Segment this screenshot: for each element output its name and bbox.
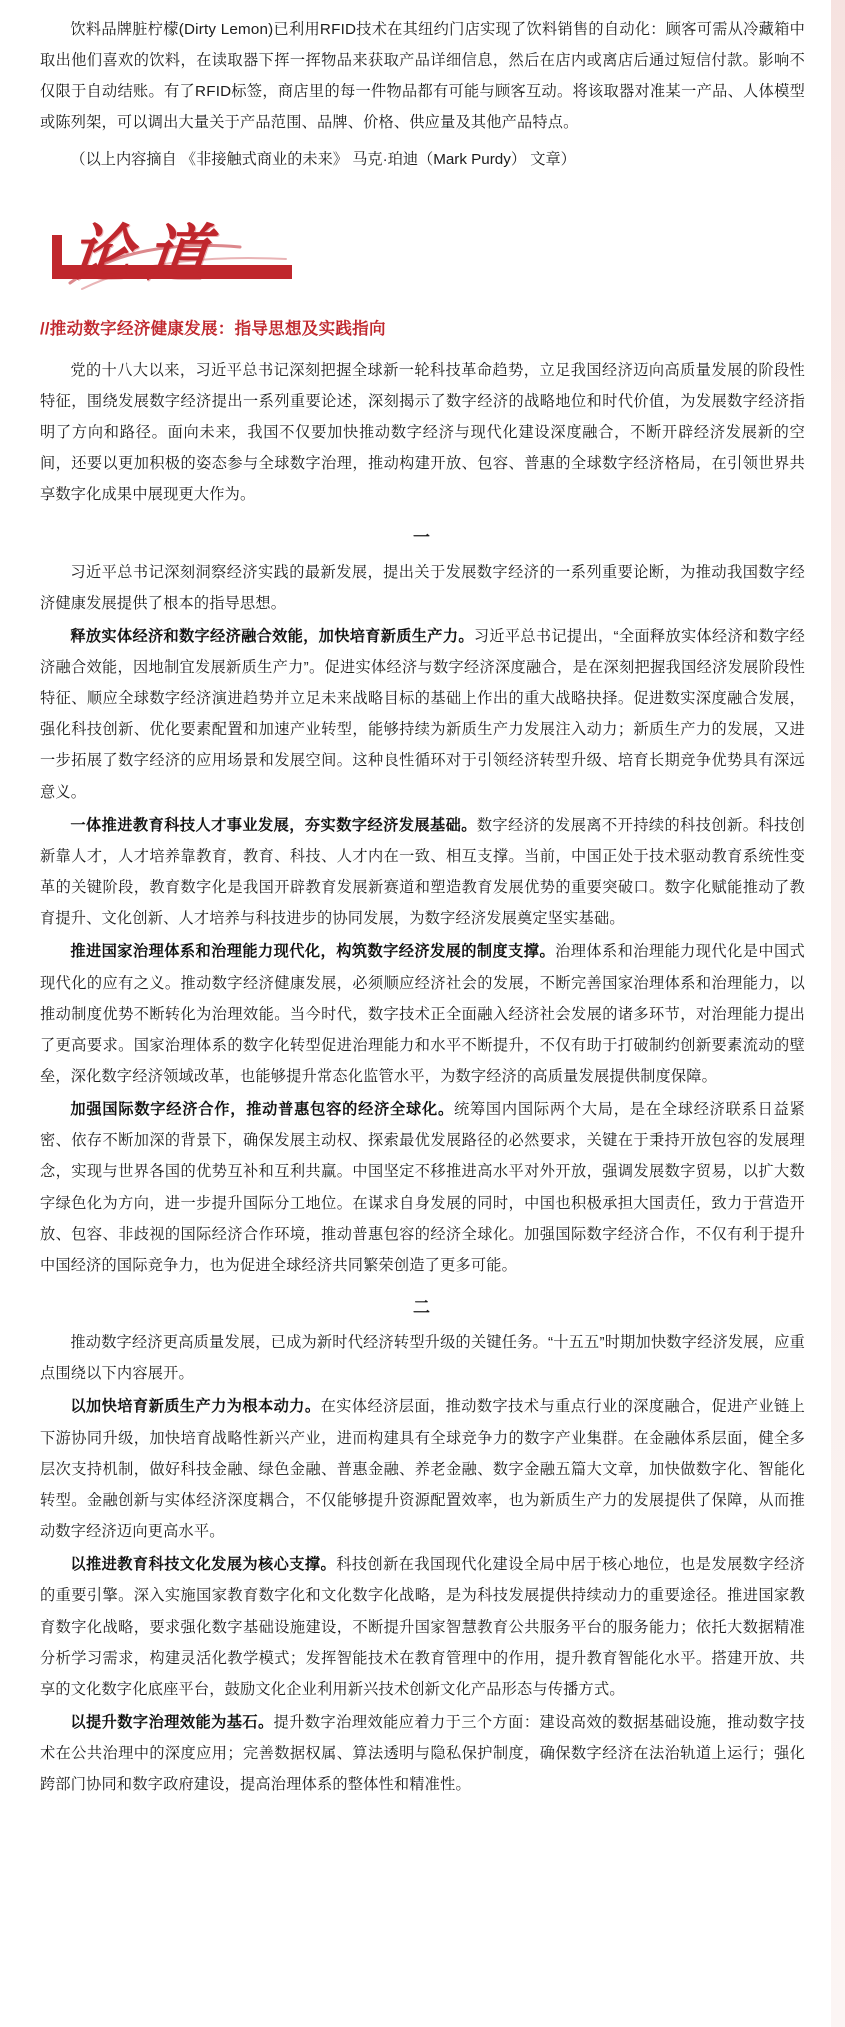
- paragraph-text: 统筹国内国际两个大局，是在全球经济联系日益紧密、依存不断加深的背景下，确保发展主动权、探索最优发展路径的必然要求，关键在于秉持开放包容的发展理念，实现与世界各国的优势互补和互利共赢。中国坚定不移推进高水平对外开放，强调发展数字贸易，以扩大数字绿色化为方向，进一步提升国际分工地位。在谋求自身发展的同时，中国也积极承担大国责任，致力于营造开放、包容、非歧视的国际经济合作环境，推动普惠包容的经济全球化。加强国际数字经济合作，不仅有利于提升中国经济的国际竞争力，也为促进全球经济共同繁荣创造了更多可能。: [40, 1101, 805, 1274]
- article-paragraph: [40, 621, 805, 808]
- paragraph-text: 科技创新在我国现代化建设全局中居于核心地位，也是发展数字经济的重要引擎。深入实施国家教育数字化和文化数字化战略，是为科技发展提供持续动力的重要途径。推进国家教育数字化战略，要求强化数字基础设施建设，不断提升国家智慧教育公共服务平台的服务能力；依托大数据精准分析学习需求，构建灵活化教学模式；发挥智能技术在教育管理中的作用，提升教育智能化水平。搭建开放、共享的文化数字化底座平台，鼓励文化企业利用新兴技术创新文化产品形态与传播方式。: [40, 1556, 806, 1698]
- paragraph-text: 数字经济的发展离不开持续的科技创新。科技创新靠人才，人才培养靠教育，教育、科技、人才内在一致、相互支撑。当前，中国正处于技术驱动教育系统性变革的关键阶段，教育数字化是我国开辟教育发展新赛道和塑造教育发展优势的重要突破口。数字化赋能推动了教育提升、文化创新、人才培养与科技进步的协同发展，为数字经济发展奠定坚实基础。: [40, 816, 805, 928]
- article-section: [0, 315, 845, 1800]
- source-citation: （以上内容摘自 《非接触式商业的未来》 马克·珀迪（Mark Purdy） 文章）: [70, 150, 576, 168]
- paragraph-lead: 释放实体经济和数字经济融合效能，加快培育新质生产力。: [70, 627, 474, 645]
- article-paragraph: [40, 1094, 805, 1281]
- intro-section: [0, 0, 845, 175]
- paragraph-text: 在实体经济层面，推动数字技术与重点行业的深度融合，促进产业链上下游协同升级，加快培育战略性新兴产业，进而构建具有全球竞争力的数字产业集群。在金融体系层面，健全多层次支持机制，做好科技金融、绿色金融、普惠金融、养老金融、数字金融五篇大文章，加快做数字化、智能化转型。金融创新与实体经济深度耦合，不仅能够提升资源配置效率，也为新质生产力的发展提供了保障，从而推动数字经济迈向更高水平。: [40, 1398, 806, 1541]
- paragraph-lead: 以提升数字治理效能为基石。: [70, 1713, 274, 1731]
- banner-title: 论道: [66, 217, 226, 291]
- article-paragraph: 推动数字经济更高质量发展，已成为新时代经济转型升级的关键任务。“十五五”时期加快数字经济发展，应重点围绕以下内容展开。: [40, 1334, 805, 1383]
- paragraph-text: 治理体系和治理能力现代化是中国式现代化的应有之义。推动数字经济健康发展，必须顺应经济社会的发展，不断完善国家治理体系和治理能力，以推动制度优势不断转化为治理效能。当今时代，数字技术正全面融入经济社会发展的诸多环节，对治理能力提出了更高要求。国家治理体系的数字化转型促进治理能力和水平不断提升，不仅有助于打破制约创新要素流动的壁垒，深化数字经济领域改革，也能够提升常态化监管水平，为数字经济的高质量发展提供制度保障。: [40, 943, 806, 1085]
- article-body: [40, 355, 805, 1801]
- paragraph-text: 提升数字治理效能应着力于三个方面：建设高效的数据基础设施，推动数字技术在公共治理中的深度应用；完善数据权属、算法透明与隐私保护制度，确保数字经济在法治轨道上运行；强化跨部门协同和数字政府建设，提高治理体系的整体性和精准性。: [40, 1713, 805, 1794]
- article-paragraph: [40, 1707, 805, 1800]
- article-paragraph: [40, 936, 805, 1092]
- section-number: 二: [413, 1298, 432, 1318]
- paragraph-lead: 一体推进教育科技人才事业发展，夯实数字经济发展基础。: [70, 816, 477, 834]
- paragraph-text: 习近平总书记提出，“全面释放实体经济和数字经济融合效能，因地制宜发展新质生产力”。促进实体经济与数字经济深度融合，是在深刻把握我国经济发展阶段性特征、顺应全球数字经济演进趋势并立足未来战略目标的基础上作出的重大战略抉择。促进数实深度融合发展，强化科技创新、优化要素配置和加速产业转型，能够持续为新质生产力发展注入动力；新质生产力的发展，又进一步拓展了数字经济的应用场景和发展空间。这种良性循环对于引领经济转型升级、培育长期竞争优势具有深远意义。: [40, 627, 805, 801]
- article-paragraph: [40, 1391, 805, 1547]
- page-title: //推动数字经济健康发展：指导思想及实践指向: [40, 320, 386, 339]
- article-paragraph: 党的十八大以来，习近平总书记深刻把握全球新一轮科技革命趋势，立足我国经济迈向高质量发展的阶段性特征，围绕发展数字经济提出一系列重要论述，深刻揭示了数字经济的战略地位和时代价值，为发展数字经济指明了方向和路径。面向未来，我国不仅要加快推动数字经济与现代化建设深度融合，不断开辟经济发展新的空间，还要以更加积极的姿态参与全球数字治理，推动构建开放、包容、普惠的全球数字经济格局，在引领世界共享数字化成果中展现更大作为。: [40, 361, 805, 504]
- section-banner: [0, 201, 845, 297]
- article-paragraph: 习近平总书记深刻洞察经济实践的最新发展，提出关于发展数字经济的一系列重要论断，为推动我国数字经济健康发展提供了根本的指导思想。: [40, 563, 805, 612]
- section-number: 一: [413, 527, 432, 547]
- paragraph-lead: 以加快培育新质生产力为根本动力。: [70, 1398, 321, 1416]
- article-paragraph: [40, 810, 805, 935]
- intro-paragraph: 饮料品牌脏柠檬(Dirty Lemon)已利用RFID技术在其纽约门店实现了饮料销售的自动化：顾客可需从冷藏箱中取出他们喜欢的饮料，在读取器下挥一挥物品来获取产品详细信息，然后在店内或离店后通过短信付款。影响不仅限于自动结账。有了RFID标签，商店里的每一件物品都有可能与顾客互动。将该取器对准某一产品、人体模型或陈列架，可以调出大量关于产品范围、品牌、价格、供应量及其他产品特点。: [40, 21, 805, 132]
- paragraph-lead: 加强国际数字经济合作，推动普惠包容的经济全球化。: [70, 1101, 454, 1119]
- paragraph-lead: 以推进教育科技文化发展为核心支撑。: [70, 1556, 337, 1574]
- paragraph-lead: 推进国家治理体系和治理能力现代化，构筑数字经济发展的制度支撑。: [70, 943, 556, 961]
- article-paragraph: [40, 1549, 805, 1705]
